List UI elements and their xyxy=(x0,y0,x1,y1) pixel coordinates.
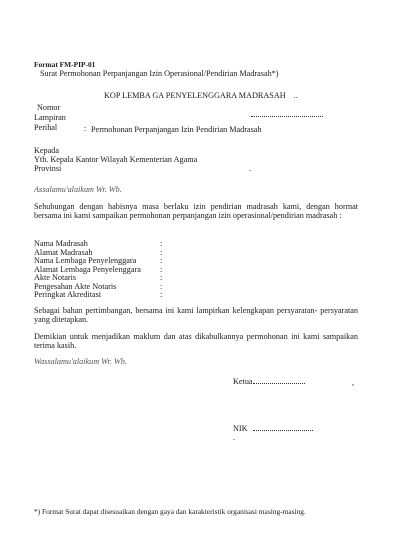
recipient-provinsi: Provinsi xyxy=(34,164,62,173)
footnote: *) Format Surat dapat disesuaikan dengan gaya dan karakteristik organisasi masing-masing. xyxy=(34,507,306,516)
field-colon: : xyxy=(160,290,163,299)
nomor-label: Nomor xyxy=(37,103,61,112)
field-label: Nama Lembaga Penyelenggara xyxy=(34,256,137,265)
provinsi-suffix: . xyxy=(249,164,252,173)
letterhead-text: KOP LEMBA GA PENYELENGGARA MADRASAH xyxy=(104,91,286,100)
field-label: Nama Madrasah xyxy=(34,239,88,248)
kepada-label: Kepada xyxy=(34,146,60,155)
field-label: Alamat Madrasah xyxy=(34,248,93,257)
field-colon: : xyxy=(160,248,163,257)
nik-line xyxy=(233,424,313,433)
recipient-yth: Yth. Kepala Kantor Wilayah Kementerian Agama xyxy=(34,155,198,164)
perihal-colon: : xyxy=(84,124,87,133)
perihal-label: Perihal xyxy=(34,123,58,132)
ketua-label: Ketua xyxy=(233,377,253,386)
nik-suffix: . xyxy=(233,433,236,442)
closing-greeting: Wassalamu'alaikum Wr. Wb. xyxy=(34,357,127,366)
paragraph-attachments: Sebagai bahan pertimbangan, bersama ini kami lampirkan kelengkapan persyaratan- persyaratan yang ditetapkan. xyxy=(34,306,358,325)
format-code: Format FM-PIP-01 xyxy=(34,60,96,69)
perihal-value: Permohonan Perpanjangan Izin Pendirian Madrasah xyxy=(91,125,262,134)
lampiran-label: Lampiran xyxy=(34,113,66,122)
paragraph-closing: Demikian untuk menjadikan maklum dan atas dikabulkannya permohonan ini kami sampaikan terima kasih. xyxy=(34,332,358,351)
field-label: Peringkat Akreditasi xyxy=(34,290,102,299)
ketua-suffix: , xyxy=(352,378,355,387)
letterhead xyxy=(104,91,298,100)
form-title: Surat Permohonan Perpanjangan Izin Operasional/Pendirian Madrasah*) xyxy=(40,69,279,78)
field-label: Akte Notaris xyxy=(34,273,77,282)
letterhead-suffix: .. xyxy=(293,91,298,100)
field-colon: : xyxy=(160,265,163,274)
nomor-dotted-line xyxy=(251,104,323,122)
nik-label: NIK xyxy=(233,424,248,433)
field-label: Alamat Lembaga Penyelenggara xyxy=(34,265,141,274)
field-label: Pengesahan Akte Notaris xyxy=(34,282,117,291)
field-colon: : xyxy=(160,282,163,291)
field-colon: : xyxy=(160,256,163,265)
field-colon: : xyxy=(160,239,163,248)
ketua-signature-line xyxy=(233,377,305,386)
field-colon: : xyxy=(160,273,163,282)
greeting: Assalamu'alaikum Wr. Wb. xyxy=(34,185,122,194)
paragraph-intro: Sehubungan dengan habisnya masa berlaku izin pendirian madrasah kami, dengan hormat bersama ini kami sampaikan permohonan perpanjangan izin operasional/pendirian madrasah : xyxy=(34,202,358,221)
